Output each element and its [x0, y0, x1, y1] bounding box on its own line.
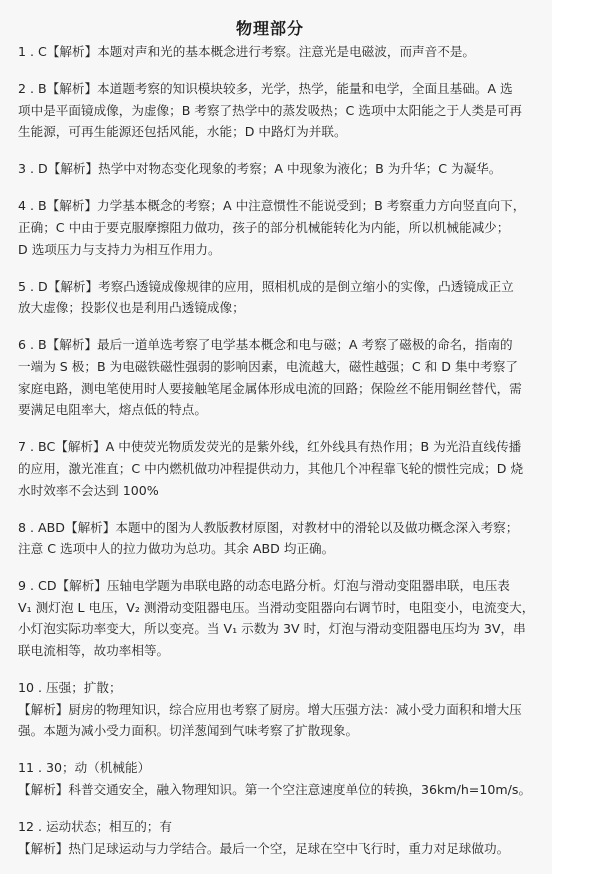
answer-line: 项中是平面镜成像，为虚像；B 考察了热学中的蒸发吸热；C 选项中太阳能之于人类是可再: [18, 102, 523, 118]
answer-line: 正确；C 中由于要克服摩擦阻力做功，孩子的部分机械能转化为内能，所以机械能减少；: [18, 220, 510, 236]
answer-line: 10 . 压强；扩散；: [18, 680, 122, 696]
answer-line: 要满足电阻率大，熔点低的特点。: [18, 402, 207, 418]
answer-line: 家庭电路，测电笔使用时人要接触笔尾金属体形成电流的回路；保险丝不能用铜丝替代，需: [18, 380, 522, 396]
answer-line: 联电流相等，故功率相等。: [18, 643, 170, 659]
answer-line: V₁ 测灯泡 L 电压，V₂ 测滑动变阻器电压。当滑动变阻器向右调节时，电阻变小，电流变大，: [18, 599, 535, 615]
answer-item-2: [18, 78, 538, 143]
page-title: 物理部分: [235, 19, 304, 38]
answer-list: [18, 41, 538, 875]
answer-item-8: [18, 517, 538, 560]
answer-line: 11 . 30；动（机械能）: [18, 760, 151, 776]
answer-line: 2 . B【解析】本道题考察的知识模块较多，光学，热学，能量和电学，全面且基础。A 选: [18, 81, 513, 97]
answer-line: 9 . CD【解析】压轴电学题为串联电路的动态电路分析。灯泡与滑动变阻器串联，电压表: [18, 578, 510, 594]
answer-line: 3 . D【解析】热学中对物态变化现象的考察；A 中现象为液化；B 为升华；C 为凝华。: [18, 161, 502, 177]
answer-line: 放大虚像；投影仪也是利用凸透镜成像；: [18, 300, 245, 316]
answer-item-10: [18, 677, 538, 742]
answer-line: 强。本题为减小受力面积。切洋葱闻到气味考察了扩散现象。: [18, 723, 359, 739]
answer-item-5: [18, 276, 538, 319]
answer-item-7: [18, 436, 538, 501]
answer-line: 【解析】热门足球运动与力学结合。最后一个空，足球在空中飞行时，重力对足球做功。: [18, 840, 510, 856]
answer-line: 7 . BC【解析】A 中使荧光物质发荧光的是紫外线，红外线具有热作用；B 为光沿直线传播: [18, 439, 522, 455]
answer-item-4: [18, 195, 538, 260]
answer-line: 水时效率不会达到 100%: [18, 482, 159, 498]
answer-item-11: [18, 757, 538, 800]
answer-line: 小灯泡实际功率变大，所以变亮。当 V₁ 示数为 3V 时，灯泡与滑动变阻器电压均为 3V，串: [18, 621, 526, 637]
answer-line: 的应用，激光准直；C 中内燃机做功冲程提供动力，其他几个冲程靠飞轮的惯性完成；D 烧: [18, 460, 524, 476]
answer-line: 5 . D【解析】考察凸透镜成像规律的应用，照相机成的是倒立缩小的实像，凸透镜成正立: [18, 278, 514, 294]
answer-line: 【解析】科普交通安全，融入物理知识。第一个空注意速度单位的转换，36km/h=10m/s。: [18, 782, 532, 798]
answer-line: 注意 C 选项中人的拉力做功为总功。其余 ABD 均正确。: [18, 541, 335, 557]
answer-item-12: [18, 816, 538, 859]
answer-item-3: [18, 158, 538, 180]
answer-item-6: [18, 334, 538, 420]
answer-line: 生能源，可再生能源还包括风能，水能；D 中路灯为并联。: [18, 124, 347, 140]
answer-item-9: [18, 575, 538, 661]
answer-line: 1 . C【解析】本题对声和光的基本概念进行考察。注意光是电磁波，而声音不是。: [18, 44, 476, 59]
answer-item-1: [18, 41, 538, 63]
answer-line: 6 . B【解析】最后一道单选考察了电学基本概念和电与磁；A 考察了磁极的命名，指南的: [18, 337, 513, 353]
answer-line: 一端为 S 极；B 为电磁铁磁性强弱的影响因素，电流越大，磁性越强；C 和 D 集中考察了: [18, 359, 518, 375]
answer-line: D 选项压力与支持力为相互作用力。: [18, 241, 221, 257]
answer-line: 12 . 运动状态；相互的；有: [18, 819, 172, 835]
answer-line: 4 . B【解析】力学基本概念的考察；A 中注意惯性不能说受到；B 考察重力方向竖直向下，: [18, 198, 526, 214]
answer-line: 8 . ABD【解析】本题中的图为人教版教材原图，对教材中的滑轮以及做功概念深入考察；: [18, 519, 519, 535]
answer-line: 【解析】厨房的物理知识，综合应用也考察了厨房。增大压强方法：减小受力面积和增大压: [18, 701, 522, 717]
